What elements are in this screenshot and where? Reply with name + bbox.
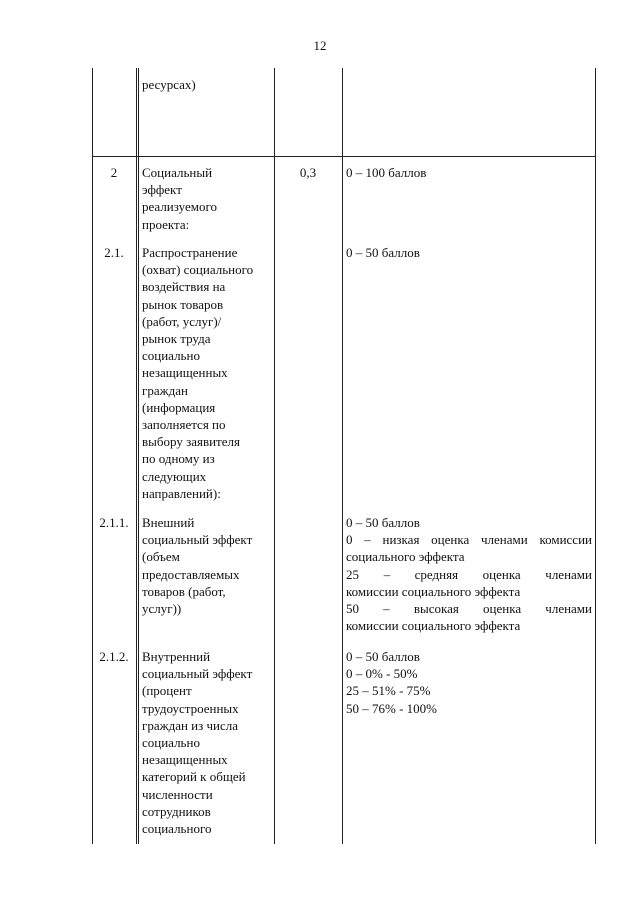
row-2-1-1-scale: 0 – 50 баллов 0 – низкая оценка членами комиссии социального эффекта 25 – средняя оценка членами комиссии социального эффекта 50 – высокая оценка членами комиссии социального эффекта: [346, 515, 592, 634]
row-2-1-2-scale: 0 – 50 баллов 0 – 0% - 50% 25 – 51% - 75% 50 – 76% - 100%: [346, 649, 437, 716]
row-2-1-1-name: Внешний социальный эффект (объем предоставляемых товаров (работ, услуг)): [142, 515, 253, 617]
row-2-weight: 0,3: [299, 165, 317, 180]
row-2-name: Социальный эффект реализуемого проекта:: [142, 165, 217, 232]
table-border-right: [595, 68, 596, 844]
col-divider-3: [342, 68, 343, 844]
page-number: 12: [313, 38, 327, 53]
row-2-1-number: 2.1.: [104, 245, 124, 260]
row-2-1-scale: 0 – 50 баллов: [346, 245, 420, 260]
row-2-1-2-name: Внутренний социальный эффект (процент трудоустроенных граждан из числа социально незащищенных категорий к общей численности сотрудников социального: [142, 649, 253, 837]
col-divider-2: [274, 68, 275, 844]
col-divider-1: [136, 68, 137, 844]
row-2-number: 2: [110, 165, 118, 180]
row-2-1-1-number: 2.1.1.: [99, 515, 129, 530]
row-2-1-2-number: 2.1.2.: [99, 649, 129, 664]
row-2-scale: 0 – 100 баллов: [346, 165, 427, 180]
col-divider-1b: [138, 68, 139, 844]
row-divider: [92, 156, 596, 157]
top-fragment: ресурсах): [142, 77, 196, 92]
row-2-1-name: Распространение (охват) социального воздействия на рынок товаров (работ, услуг)/ рынок труда социально незащищенных граждан (информация заполняется по выбору заявителя по одному из следующих направлений):: [142, 245, 254, 501]
table-border-left: [92, 68, 93, 844]
criteria-table: [92, 68, 596, 844]
